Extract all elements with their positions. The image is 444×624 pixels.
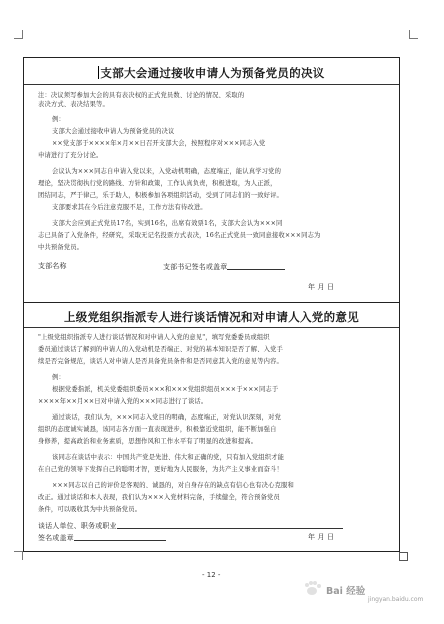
body-text-line: 志已具备了入党条件，经研究，采取无记名投票方式表决，16名正式党员一致同意接收×××同志为	[38, 232, 321, 239]
section2-title-rule	[24, 327, 399, 328]
secretary-signature: 支部书记签名或盖章	[163, 262, 285, 271]
crop-mark-bottom-left	[14, 551, 23, 560]
section1-date: 年 月 日	[308, 283, 335, 291]
crop-mark-bottom-right	[399, 552, 408, 561]
body-text-line: "上级党组织指派专人进行谈话情况和对申请人入党的意见"，填写党委委员或组织	[38, 334, 270, 341]
body-text-line: 通过谈话，我们认为，×××同志入党目的明确，态度端正，对党认识深刻，对党	[52, 414, 282, 421]
body-text-line: 身修养，提高政治和业务素质，思想作风和工作水平有了明显的改进和提高。	[38, 438, 258, 445]
body-text-line: 团结同志，严于律己，乐于助人，积极参加各项组织活动，受到了同志们的一致好评。	[38, 192, 283, 199]
body-text-line: 例：	[52, 374, 65, 381]
body-text-line: 支部大会应到正式党员17名，实到16名，出席有效票1名，支部大会认为×××同	[52, 220, 283, 227]
section1-title-rule	[24, 84, 399, 85]
body-text-line: 表决方式、表决结果等。	[38, 101, 109, 108]
crop-mark-top-left	[14, 30, 23, 39]
body-text-line: 中共预备党员。	[38, 244, 84, 251]
body-text-line: ××党支部于××××年×月××日召开支部大会，按照程序对×××同志入党	[52, 140, 266, 147]
body-text-line: 该同志在谈话中表示：中国共产党是先进、伟大和正确的党，只有加入党组织才能	[52, 454, 285, 461]
body-text-line: 理论，坚决贯彻执行党的路线、方针和政策，工作认真负责，积极进取，为人正派，	[38, 180, 277, 187]
crop-mark-top-right	[409, 30, 418, 39]
body-text-line: 例：	[52, 116, 65, 123]
body-text-line: 续是否完备规范，谈话人对申请人是否具备党员条件和是否同意其入党的意见等内容。	[38, 358, 283, 365]
section-divider	[23, 302, 400, 303]
body-text-line: 根据党委指派，机关党委组织委员×××和×××党组织组员×××于×××同志于	[52, 386, 279, 393]
body-text-line: 在自己党的领导下发挥自己的聪明才智，更好地为人民服务，为共产主义事业而奋斗！	[38, 466, 283, 473]
body-text-line: ××××年××月××日对申请入党的×××同志进行了谈话。	[38, 398, 208, 405]
body-text-line: 申请进行了充分讨论。	[38, 152, 103, 159]
signature-blank	[74, 533, 166, 541]
body-text-line: 会议认为×××同志自申请入党以来，入党动机明确，态度端正，能认真学习党的	[52, 168, 282, 175]
body-text-line: 条件，可以吸收其为中共预备党员。	[38, 506, 142, 513]
body-text-line: 注：决议须写参加大会的具有表决权的正式党员数、讨论的情况、采取的	[38, 92, 245, 99]
signature-blank	[117, 521, 343, 529]
watermark-brand: Bai 经验	[326, 586, 366, 597]
body-text-line: 组织的态度诚实诚恳，该同志各方面一直表现进步，积极靠近党组织，能不断加强自	[38, 426, 277, 433]
body-text-line: 支部要求其在今后注意克服不足，工作方法有待改进。	[52, 204, 207, 211]
branch-name-signature: 支部名称	[38, 262, 67, 270]
body-text-line: 支部大会通过接收申请人为预备党员的决议	[52, 128, 175, 135]
body-text-line: ×××同志以自己的评价是客观的、诚恳的，对自身存在的缺点有信心也有决心克服和	[52, 482, 294, 489]
talker-name-signature: 签名或盖章	[38, 533, 166, 542]
body-text-line: 改正。通过谈话和本人表现，我们认为×××入党材料完备，手续健全，符合预备党员	[38, 494, 280, 501]
section2-date: 年 月 日	[308, 533, 335, 541]
watermark-url: jingyan.baidu.com	[368, 596, 424, 603]
body-text-line: 委员通过谈话了解到的申请人的入党动机是否端正、对党的基本知识是否了解、入党手	[38, 346, 283, 353]
signature-blank	[227, 262, 285, 270]
talker-unit-signature: 谈话人单位、职务或职业	[38, 521, 343, 530]
section1-title: 支部大会通过接收申请人为预备党员的决议	[100, 66, 325, 80]
section2-title: 上级党组织指派专人进行谈话情况和对申请人入党的意见	[64, 310, 359, 324]
page-number: - 12 -	[202, 571, 221, 579]
